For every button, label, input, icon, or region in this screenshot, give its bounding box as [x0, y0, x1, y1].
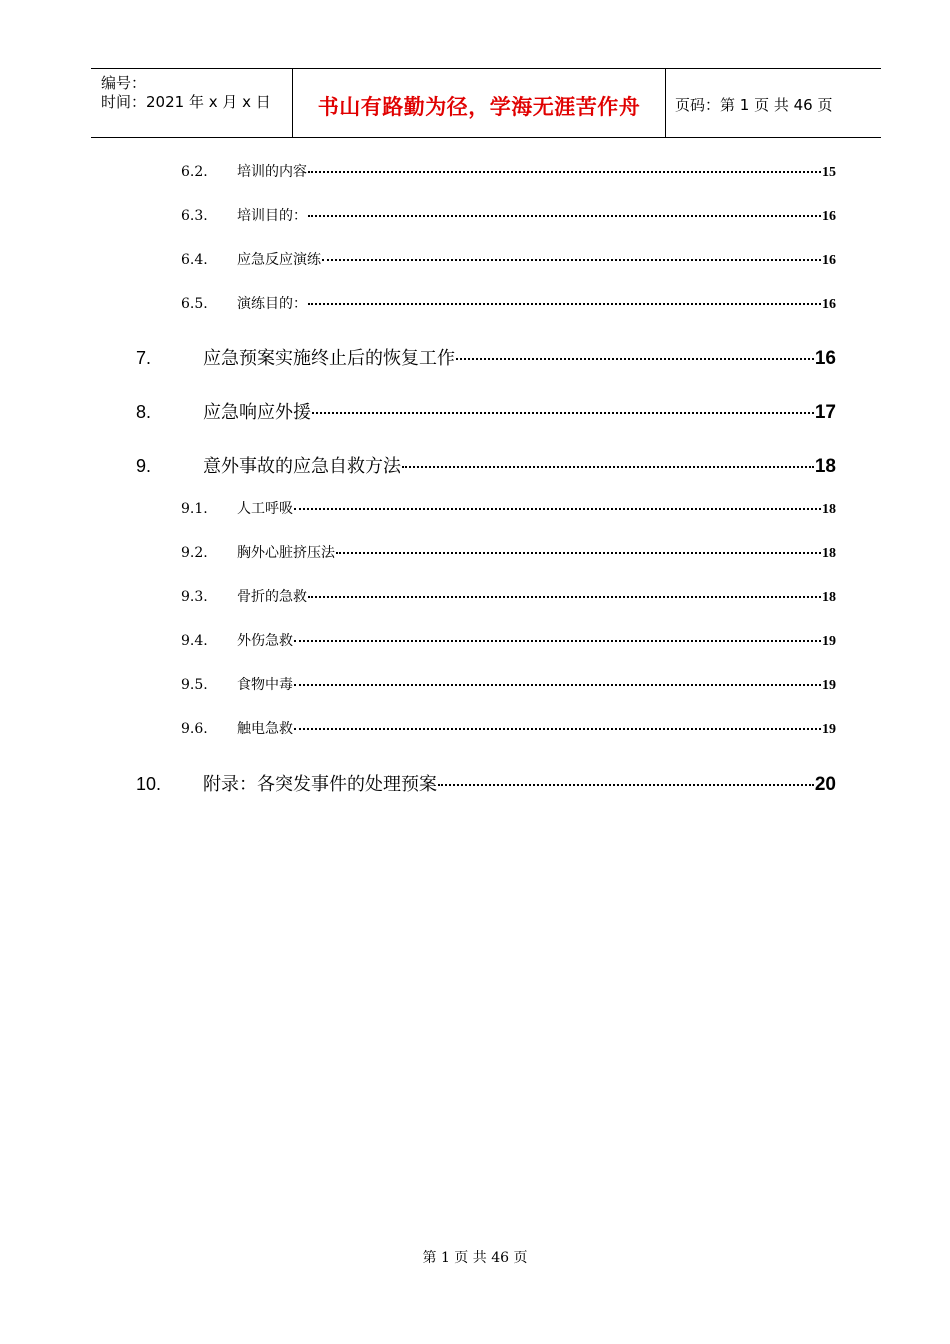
toc-entry-title: 胸外心脏挤压法 — [237, 545, 335, 561]
toc-entry-number: 7. — [136, 348, 152, 368]
toc-dot-leader — [308, 215, 821, 217]
document-time-label: 时间：2021 年 x 月 x 日 — [101, 93, 271, 111]
toc-entry-number: 9.1. — [181, 501, 208, 517]
toc-entry-number: 6.2. — [181, 164, 208, 180]
toc-entry-title: 骨折的急救 — [237, 589, 307, 605]
toc-entry-page: 19 — [822, 634, 836, 649]
toc-entry-number: 10. — [136, 774, 162, 794]
toc-entry[interactable] — [181, 718, 836, 738]
header-info-cell — [91, 69, 293, 137]
toc-entry-page: 18 — [814, 456, 836, 477]
toc-entry-page: 16 — [822, 297, 836, 312]
toc-dot-leader — [312, 412, 814, 414]
toc-dot-leader — [322, 259, 821, 261]
toc-dot-leader — [308, 171, 821, 173]
toc-dot-leader — [294, 728, 821, 730]
toc-entry-title: 附录：各突发事件的处理预案 — [203, 774, 437, 795]
toc-entry[interactable] — [136, 344, 836, 370]
toc-entry-title: 培训目的： — [237, 208, 307, 224]
toc-entry-number: 9.5. — [181, 677, 208, 693]
page-header — [91, 68, 881, 138]
toc-dot-leader — [438, 784, 814, 786]
toc-entry[interactable] — [181, 498, 836, 518]
toc-entry-page: 18 — [822, 546, 836, 561]
toc-entry-number: 9.6. — [181, 721, 208, 737]
toc-entry[interactable] — [136, 770, 836, 796]
toc-entry[interactable] — [181, 674, 836, 694]
toc-entry-title: 意外事故的应急自救方法 — [203, 456, 401, 477]
header-motto-cell — [293, 69, 666, 137]
toc-entry[interactable] — [181, 205, 836, 225]
toc-entry-title: 应急预案实施终止后的恢复工作 — [203, 348, 455, 369]
toc-entry-page: 20 — [814, 774, 836, 795]
toc-entry[interactable] — [181, 630, 836, 650]
toc-entry-page: 19 — [822, 678, 836, 693]
toc-dot-leader — [456, 358, 814, 360]
header-page-cell — [666, 69, 881, 137]
toc-entry-page: 16 — [814, 348, 836, 369]
toc-dot-leader — [294, 508, 821, 510]
toc-entry-title: 触电急救 — [237, 721, 293, 737]
toc-entry-number: 9.2. — [181, 545, 208, 561]
toc-entry-page: 16 — [822, 253, 836, 268]
toc-entry-number: 8. — [136, 402, 152, 422]
toc-entry-number: 6.3. — [181, 208, 208, 224]
toc-entry[interactable] — [181, 249, 836, 269]
toc-entry-number: 6.5. — [181, 296, 208, 312]
toc-entry[interactable] — [136, 398, 836, 424]
toc-entry-title: 食物中毒 — [237, 677, 293, 693]
toc-entry-page: 18 — [822, 502, 836, 517]
toc-entry-title: 人工呼吸 — [237, 501, 293, 517]
header-page-label: 页码：第 1 页 共 46 页 — [675, 96, 833, 114]
toc-entry-number: 9.3. — [181, 589, 208, 605]
page-footer: 第 1 页 共 46 页 — [422, 1250, 528, 1266]
toc-entry-page: 15 — [822, 165, 836, 180]
toc-entry-title: 应急反应演练 — [237, 252, 321, 268]
toc-entry[interactable] — [181, 293, 836, 313]
toc-entry-page: 18 — [822, 590, 836, 605]
toc-dot-leader — [294, 640, 821, 642]
toc-entry-number: 9.4. — [181, 633, 208, 649]
toc-entry-number: 6.4. — [181, 252, 208, 268]
toc-entry-title: 外伤急救 — [237, 633, 293, 649]
toc-entry-page: 17 — [814, 402, 836, 423]
toc-entry-title: 应急响应外援 — [203, 402, 311, 423]
toc-entry-page: 19 — [822, 722, 836, 737]
toc-entry-number: 9. — [136, 456, 152, 476]
toc-entry-page: 16 — [822, 209, 836, 224]
toc-dot-leader — [308, 596, 821, 598]
document-number-label: 编号： — [101, 74, 147, 92]
toc-dot-leader — [294, 684, 821, 686]
toc-entry-title: 培训的内容 — [237, 164, 307, 180]
toc-entry[interactable] — [181, 586, 836, 606]
toc-entry[interactable] — [181, 542, 836, 562]
toc-entry[interactable] — [181, 161, 836, 181]
header-motto: 书山有路勤为径，学海无涯苦作舟 — [317, 95, 641, 119]
toc-entry-title: 演练目的： — [237, 296, 307, 312]
toc-dot-leader — [336, 552, 821, 554]
toc-entry[interactable] — [136, 452, 836, 478]
toc-dot-leader — [308, 303, 821, 305]
toc-dot-leader — [402, 466, 814, 468]
